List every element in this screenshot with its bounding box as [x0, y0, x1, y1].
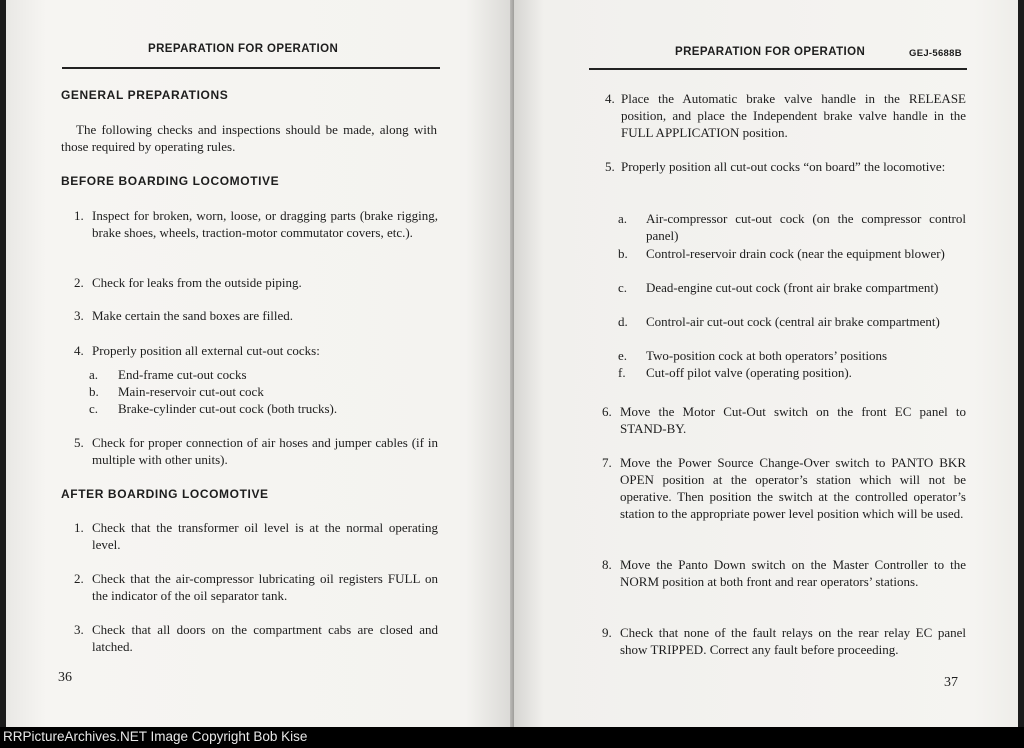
left-page-number: 36 — [58, 670, 72, 685]
right-item-4 — [605, 90, 966, 144]
subitem-letter: c. — [618, 280, 628, 295]
right-subitem-e — [618, 347, 966, 365]
item-text: Move the Power Source Change-Over switch to PANTO BKR OPEN position at the operator’s station which will not be operative. Then position the switch at the controlled operator’s station to the appropriate power level position which will be used. — [620, 455, 966, 521]
item-number: 2. — [74, 275, 84, 290]
item-number: 3. — [74, 308, 84, 323]
item-number: 3. — [74, 622, 84, 637]
item-text: Check that the air-compressor lubricating oil registers FULL on the indicator of the oil separator tank. — [92, 571, 438, 603]
item-number: 5. — [605, 159, 615, 174]
document-code: GEJ-5688B — [909, 48, 962, 59]
item-text: Check that none of the fault relays on the rear relay EC panel show TRIPPED. Correct any fault before proceeding. — [620, 625, 966, 657]
right-page — [514, 0, 1018, 727]
subitem-letter: b. — [89, 384, 99, 399]
right-subitem-f — [618, 364, 966, 382]
right-item-5 — [605, 158, 966, 194]
subitem-text: Two-position cock at both operators’ positions — [646, 348, 888, 363]
subitem-text: End-frame cut-out cocks — [118, 367, 247, 382]
after-item-2 — [74, 570, 438, 606]
right-subitem-d — [618, 313, 966, 347]
before-item-3 — [74, 307, 438, 325]
subitem-letter: a. — [618, 211, 628, 226]
subitem-text: Control-air cut-out cock (central air brake compartment) — [646, 314, 940, 329]
general-preparations-text: The following checks and inspections should be made, along with those required by operating rules. — [61, 122, 437, 154]
item-text: Move the Motor Cut-Out switch on the front EC panel to STAND-BY. — [620, 404, 966, 436]
item-text: Properly position all external cut-out cocks: — [92, 343, 320, 358]
right-subitem-a — [618, 210, 966, 244]
before-subitem-a — [89, 366, 429, 384]
item-number: 8. — [602, 557, 612, 572]
after-item-1 — [74, 519, 438, 555]
before-boarding-heading: BEFORE BOARDING LOCOMOTIVE — [61, 174, 280, 188]
right-item-8 — [602, 556, 966, 610]
item-number: 5. — [74, 435, 84, 450]
item-text: Properly position all cut-out cocks “on board” the locomotive: — [621, 159, 946, 174]
after-item-3 — [74, 621, 438, 657]
item-number: 4. — [605, 91, 615, 106]
item-number: 9. — [602, 625, 612, 640]
item-text: Check for proper connection of air hoses and jumper cables (if in multiple with other units). — [92, 435, 438, 467]
item-text: Place the Automatic brake valve handle in the RELEASE position, and place the Independent brake valve handle in the FULL APPLICATION position. — [621, 91, 966, 140]
before-item-5 — [74, 434, 438, 470]
before-item-4 — [74, 342, 438, 360]
item-number: 1. — [74, 520, 84, 535]
subitem-text: Dead-engine cut-out cock (front air brake compartment) — [646, 280, 939, 295]
right-item-6 — [602, 403, 966, 439]
item-number: 6. — [602, 404, 612, 419]
subitem-letter: c. — [89, 401, 99, 416]
subitem-text: Cut-off pilot valve (operating position). — [646, 365, 852, 380]
subitem-text: Main-reservoir cut-out cock — [118, 384, 264, 399]
before-subitem-b — [89, 383, 429, 401]
item-text: Check that all doors on the compartment cabs are closed and latched. — [92, 622, 438, 654]
right-header-rule — [589, 68, 967, 70]
right-page-number: 37 — [944, 675, 958, 690]
after-boarding-heading: AFTER BOARDING LOCOMOTIVE — [61, 487, 269, 501]
general-preparations-heading: GENERAL PREPARATIONS — [61, 88, 229, 102]
item-number: 7. — [602, 455, 612, 470]
subitem-text: Brake-cylinder cut-out cock (both trucks). — [118, 401, 338, 416]
before-subitem-c — [89, 400, 429, 418]
item-number: 2. — [74, 571, 84, 586]
right-item-7 — [602, 454, 966, 542]
subitem-letter: d. — [618, 314, 628, 329]
left-page — [6, 0, 514, 727]
right-page-header: PREPARATION FOR OPERATION — [675, 46, 866, 58]
before-item-1 — [74, 207, 438, 259]
left-page-header: PREPARATION FOR OPERATION — [148, 43, 339, 55]
right-subitem-b — [618, 245, 966, 279]
subitem-letter: e. — [618, 348, 628, 363]
item-number: 1. — [74, 208, 84, 223]
subitem-text: Control-reservoir drain cock (near the equipment blower) — [646, 246, 945, 261]
before-item-2 — [74, 274, 438, 292]
left-header-rule — [62, 67, 440, 69]
right-item-9 — [602, 624, 966, 660]
subitem-letter: a. — [89, 367, 99, 382]
subitem-letter: f. — [618, 365, 626, 380]
item-text: Move the Panto Down switch on the Master Controller to the NORM position at both front and rear operators’ stations. — [620, 557, 966, 589]
item-text: Inspect for broken, worn, loose, or dragging parts (brake rigging, brake shoes, wheels, traction-motor commutator covers, etc.). — [92, 208, 438, 240]
subitem-text: Air-compressor cut-out cock (on the compressor control panel) — [646, 211, 966, 243]
copyright-text: RRPictureArchives.NET Image Copyright Bob Kise — [3, 729, 308, 744]
item-number: 4. — [74, 343, 84, 358]
item-text: Check for leaks from the outside piping. — [92, 275, 302, 290]
item-text: Check that the transformer oil level is at the normal operating level. — [92, 520, 438, 552]
right-subitem-c — [618, 279, 966, 313]
item-text: Make certain the sand boxes are filled. — [92, 308, 294, 323]
subitem-letter: b. — [618, 246, 628, 261]
copyright-footer — [0, 727, 1024, 748]
